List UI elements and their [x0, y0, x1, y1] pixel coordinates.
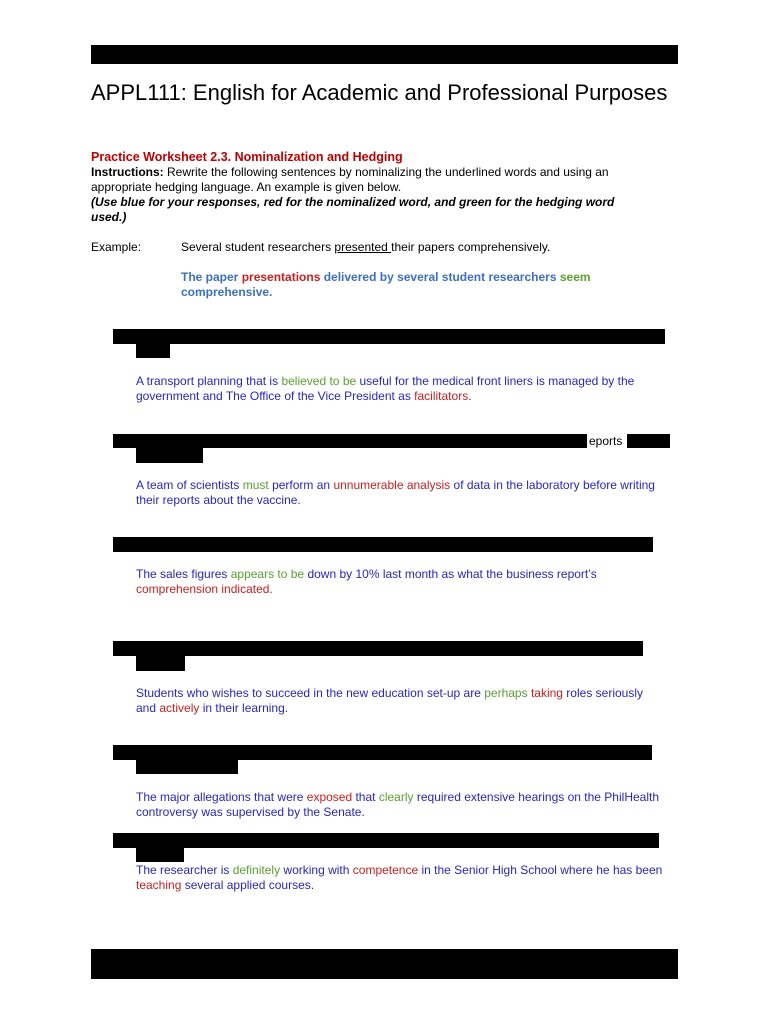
text-segment-red: unnumerable analysis: [333, 478, 451, 492]
answer-5: [136, 790, 666, 820]
text-segment-red: actively: [159, 701, 200, 715]
redaction-bar: [136, 760, 238, 774]
text-segment-blue: useful for the medical front liners is managed by the government and The Office of the Vice President as: [136, 374, 635, 403]
redaction-bar: [113, 745, 652, 760]
text-segment-blue: that: [352, 790, 379, 804]
example-sentence-after: their papers comprehensively.: [391, 240, 551, 254]
course-title: APPL111: English for Academic and Professional Purposes: [91, 80, 668, 105]
text-segment-blue: A transport planning that is: [136, 374, 282, 388]
text-segment-green: seem: [559, 270, 591, 284]
text-segment-blue: The sales figures: [136, 567, 231, 581]
text-segment-blue: The researcher is: [136, 863, 233, 877]
text-segment-green: clearly: [378, 790, 414, 804]
text-segment-red: comprehension indicated.: [136, 582, 273, 596]
worksheet-title: Practice Worksheet 2.3. Nominalization and Hedging: [91, 150, 403, 164]
example-label: Example:: [91, 240, 142, 254]
text-segment-blue: A team of scientists: [136, 478, 243, 492]
example-sentence: [181, 240, 550, 254]
partial-visible-text: eports: [589, 434, 623, 448]
instructions-text: Rewrite the following sentences by nominalizing the underlined words and using an appropriate hedging language. An example is given below.: [91, 165, 609, 194]
text-segment-blue: delivered by several student researchers: [320, 270, 560, 284]
text-segment-red: teaching: [136, 878, 182, 892]
redaction-bar: [627, 434, 670, 448]
answer-1: [136, 374, 666, 404]
redaction-bar: [113, 434, 587, 448]
text-segment-red: competence: [352, 863, 419, 877]
example-answer: [181, 270, 631, 300]
text-segment-blue: in the Senior High School where he has been: [418, 863, 663, 877]
text-segment-green: perhaps: [484, 686, 528, 700]
redaction-bar: [136, 448, 203, 463]
redaction-bar: [136, 848, 184, 862]
answer-6: [136, 863, 666, 893]
redaction-bar: [136, 344, 170, 358]
answer-4: [136, 686, 666, 716]
redaction-bar: [136, 656, 185, 671]
redaction-bar-top: [91, 45, 678, 64]
text-segment-green: appears to be: [230, 567, 305, 581]
text-segment-blue: The major allegations that were: [136, 790, 307, 804]
color-note: (Use blue for your responses, red for the nominalized word, and green for the hedging word used.): [91, 195, 615, 224]
redaction-bar: [113, 641, 643, 656]
text-segment-green: believed to be: [281, 374, 357, 388]
text-segment-blue: .: [468, 389, 472, 403]
text-segment-blue: working with: [280, 863, 353, 877]
text-segment-blue: down by 10% last month as what the business report’s: [304, 567, 597, 581]
text-segment-blue: The paper: [181, 270, 242, 284]
example-sentence-before: Several student researchers: [181, 240, 335, 254]
text-segment-blue: comprehensive.: [181, 285, 273, 299]
text-segment-green: definitely: [232, 863, 281, 877]
example-underlined-word: presented: [334, 240, 392, 254]
redaction-bar: [113, 329, 665, 344]
answer-3: [136, 567, 666, 597]
text-segment-red: taking: [530, 686, 563, 700]
text-segment-blue: required extensive hearings on the PhilHealth controversy was supervised by the Senate.: [136, 790, 659, 819]
redaction-bar: [113, 833, 659, 848]
text-segment-blue: in their learning.: [199, 701, 289, 715]
text-segment-blue: Students who wishes to succeed in the new education set-up are: [136, 686, 485, 700]
text-segment-blue: perform an: [268, 478, 334, 492]
text-segment-red: facilitators: [414, 389, 469, 403]
text-segment-blue: of data in the laboratory before writing their reports about the vaccine.: [136, 478, 655, 507]
instructions: [91, 165, 651, 195]
text-segment-red: presentations: [241, 270, 321, 284]
redaction-bar-bottom: [91, 949, 678, 979]
text-segment-red: exposed: [306, 790, 353, 804]
instructions-label: Instructions:: [91, 165, 164, 179]
text-segment-blue: roles seriously and: [136, 686, 643, 715]
answer-2: [136, 478, 666, 508]
redaction-bar: [113, 537, 653, 552]
text-segment-blue: several applied courses.: [181, 878, 315, 892]
text-segment-green: must: [242, 478, 269, 492]
